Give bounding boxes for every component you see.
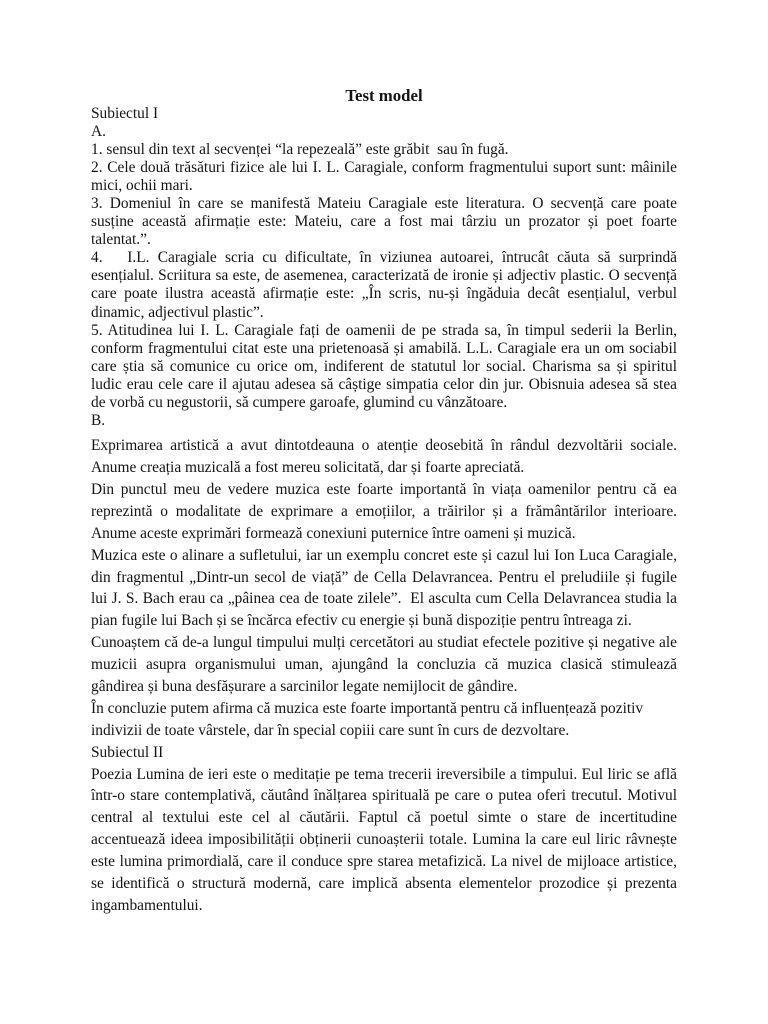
subject-1-part-a: [91, 105, 677, 430]
answer-line: dinamic, adjectivul plastic”.: [91, 303, 264, 321]
essay-paragraph-4: [91, 632, 677, 698]
paragraph-line: Anume aceste exprimări formează conexiuni puternice între oameni și muzică.: [91, 524, 576, 542]
answer-line: conform fragmentului citat este una prietenoasă și amabilă. L.L. Caragiale era un om sociabil: [91, 339, 677, 357]
answer-item-1: [91, 141, 677, 159]
essay-paragraph-5: [91, 698, 677, 742]
paragraph-line: Muzica este o alinare a sufletului, iar un exemplu concret este și cazul lui Ion Luca Caragiale,: [91, 546, 677, 564]
paragraph-line: Cunoaștem că de-a lungul timpului mulți cercetători au studiat efectele pozitive și negative ale: [91, 634, 677, 652]
answer-line: 4. I.L. Caragiale scria cu dificultate, în viziunea autoarei, întrucât căuta să surprindă: [91, 249, 677, 267]
answer-line: ludic erau cele care il ajutau adesea să câștige simpatia celor din jur. Obisnuia adesea să stea: [91, 375, 677, 393]
paragraph-line: indivizii de toate vârstele, dar în special copiii care sunt în curs de dezvoltare.: [91, 721, 570, 739]
answer-line: mici, ochii mari.: [91, 177, 193, 195]
essay-paragraph-1: [91, 435, 677, 479]
essay-paragraph-2: [91, 479, 677, 545]
paragraph-line: este lumina primordială, care il conduce spre starea metafizică. La nivel de mijloace artistice,: [91, 853, 677, 871]
paragraph-line: se identifică o structură modernă, care implică absenta elementelor prozodice și prezenta: [91, 875, 677, 893]
answer-line: 3. Domeniul în care se manifestă Mateiu Caragiale este literatura. O secvență care poate: [91, 195, 677, 213]
paragraph-line: lui J. S. Bach erau ca „pâinea cea de toate zilele”. El asculta cum Cella Delavrancea studia la: [91, 590, 677, 608]
paragraph-line: într-o stare contemplativă, căutând înălțarea spirituală pe care o putea oferi trecutul. Motivul: [91, 787, 677, 805]
document-title: Test model: [345, 86, 423, 105]
paragraph-line: central al textului este cel al căutării. Faptul că poetul simte o stare de incertitudine: [91, 809, 677, 827]
paragraph-line: pian fugile lui Bach și se încărca efectiv cu energie și bună dispoziție pentru întreaga zi.: [91, 612, 632, 630]
answer-line: talentat.”.: [91, 231, 151, 249]
answer-line: 5. Atitudinea lui I. L. Caragiale fați de oamenii de pe strada sa, în timpul sederii la Berlin,: [91, 321, 677, 339]
paragraph-line: Exprimarea artistică a avut dintotdeauna o atenție deosebită în rândul dezvoltării sociale.: [91, 437, 677, 455]
answer-item-4: [91, 249, 677, 321]
paragraph-line: gândirea și buna desfășurare a sarcinilor legate nemijlocit de gândire.: [91, 678, 518, 696]
paragraph-line: Anume creația muzicală a fost mereu solicitată, dar și foarte apreciată.: [91, 459, 525, 477]
answer-line: de vorbă cu negustorii, să cumpere garoafe, glumind cu vânzătoare.: [91, 393, 508, 411]
subject-2-heading: Subiectul II: [91, 743, 164, 761]
subject-1-heading: Subiectul I: [91, 105, 159, 122]
answer-line: care știa să comunice cu orice om, indiferent de statutul lor social. Charisma sa și spiritul: [91, 357, 677, 375]
section-b-label: B.: [91, 411, 106, 429]
answer-line: care poate ilustra această afirmație este: „În scris, nu-și îngăduia decât esențialul, verbul: [91, 285, 677, 303]
answer-line: 2. Cele două trăsături fizice ale lui I. L. Caragiale, conform fragmentului suport sunt: mâinile: [91, 159, 677, 177]
answer-item-3: [91, 195, 677, 249]
paragraph-line: din fragmentul „Dintr-un secol de viață” de Cella Delavrancea. Pentru el preludiile și fugile: [91, 568, 677, 586]
paragraph-line: accentuează ideea imposibilității obținerii cunoașterii totale. Lumina la care eul liric râvnește: [91, 831, 677, 849]
paragraph-line: muzicii asupra organismului uman, ajungând la concluzia că muzica clasică stimulează: [91, 656, 677, 674]
answer-line: esențialul. Scriitura sa este, de asemenea, caracterizată de ironie și adjectiv plastic. O secvență: [91, 267, 677, 285]
document-body: [91, 86, 677, 917]
paragraph-line: Poezia Lumina de ieri este o meditație pe tema trecerii ireversibile a timpului. Eul liric se află: [91, 765, 677, 783]
answer-item-2: [91, 159, 677, 195]
subject-2-paragraph: [91, 764, 677, 917]
paragraph-line: ingambamentului.: [91, 896, 203, 914]
paragraph-line: Din punctul meu de vedere muzica este foarte importantă în viața oamenilor pentru că ea: [91, 481, 677, 499]
subject-1-part-b-and-subject-2: [91, 435, 677, 917]
essay-paragraph-3: [91, 545, 677, 633]
section-a-label: A.: [91, 123, 106, 141]
paragraph-line: reprezintă o modalitate de exprimare a emoțiilor, a trăirilor și a frământărilor interioare.: [91, 502, 677, 520]
answer-line: 1. sensul din text al secvenței “la repezeală” este grăbit sau în fugă.: [91, 141, 509, 159]
answer-item-5: [91, 322, 677, 412]
paragraph-line: În concluzie putem afirma că muzica este foarte importantă pentru că influențează pozitiv: [91, 699, 644, 717]
answer-line: susține această afirmație este: Mateiu, care a fost mai târziu un prozator și poet foarte: [91, 213, 677, 231]
